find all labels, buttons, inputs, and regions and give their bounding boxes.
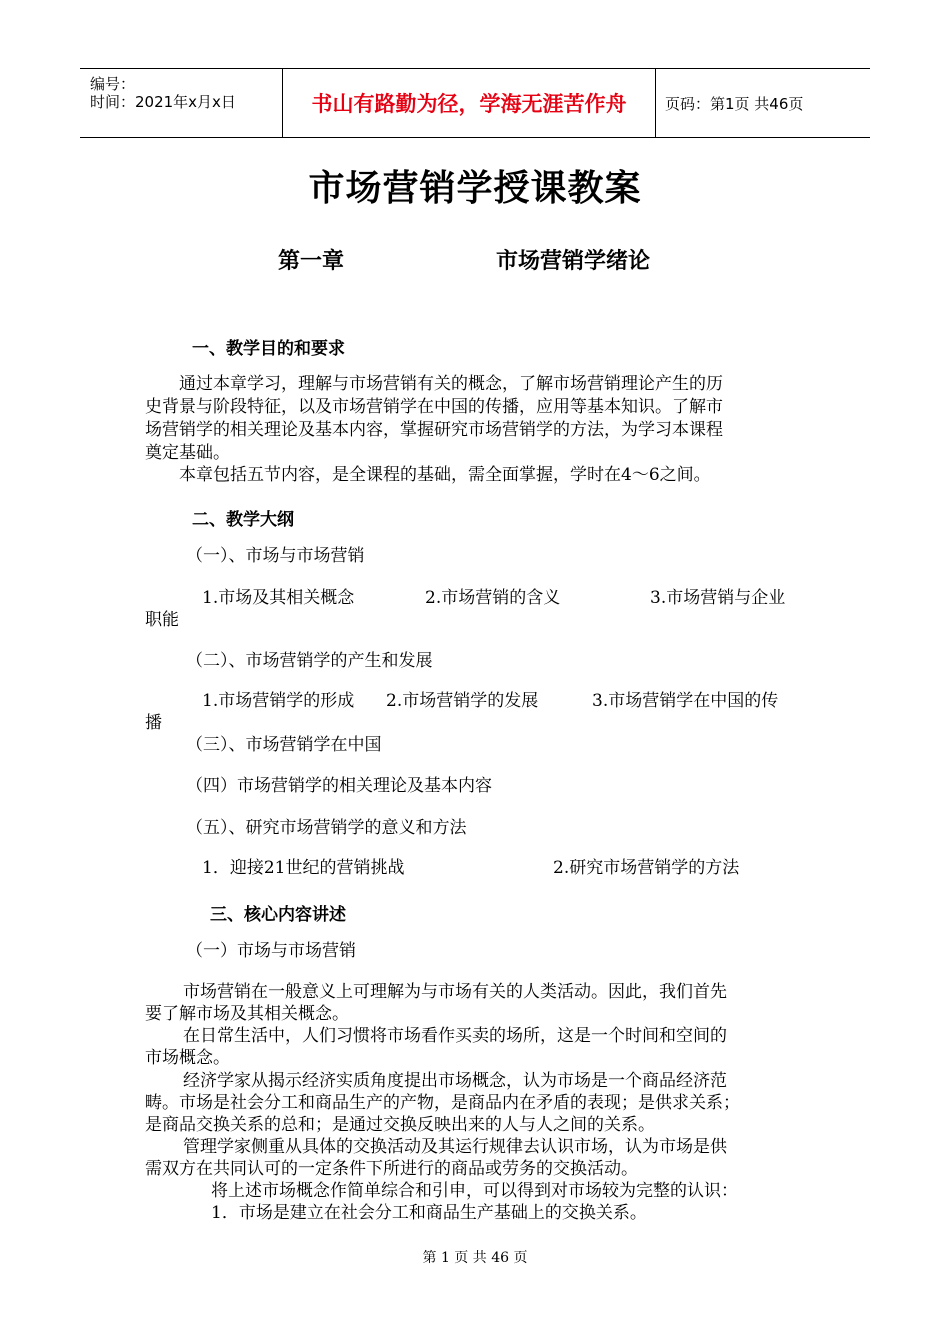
outline-item-2: （二）、市场营销学的产生和发展: [186, 651, 433, 671]
paragraph-line: 将上述市场概念作简单综合和引申，可以得到对市场较为完整的认识：: [211, 1181, 738, 1201]
outline-subitem: 3.市场营销与企业: [650, 588, 786, 608]
outline-subitem: 1.市场营销学的形成: [202, 691, 355, 711]
outline-subitem: 2.市场营销学的发展: [386, 691, 539, 711]
paragraph-line: 通过本章学习，理解与市场营销有关的概念，了解市场营销理论产生的历: [179, 374, 723, 394]
paragraph-line: 1．市场是建立在社会分工和商品生产基础上的交换关系。: [211, 1203, 647, 1223]
document-title: 市场营销学授课教案: [308, 168, 642, 209]
page-info-text: 页码：第1页 共46页: [665, 94, 804, 113]
page-footer: 第 1 页 共 46 页: [422, 1250, 528, 1266]
section-heading-2: 二、教学大纲: [192, 510, 294, 530]
paragraph-line: 管理学家侧重从具体的交换活动及其运行规律去认识市场，认为市场是供: [183, 1137, 727, 1157]
paragraph-line: 经济学家从揭示经济实质角度提出市场概念，认为市场是一个商品经济范: [183, 1071, 727, 1091]
section-heading-1: 一、教学目的和要求: [192, 339, 345, 359]
outline-subitem-continued: 播: [145, 713, 162, 733]
outline-subitem-continued: 职能: [145, 610, 179, 630]
paragraph-line: 史背景与阶段特征，以及市场营销学在中国的传播，应用等基本知识。了解市: [145, 397, 723, 417]
number-label: 编号：: [90, 75, 136, 93]
time-label: 时间：2021年x月x日: [90, 93, 236, 111]
paragraph-line: 场营销学的相关理论及基本内容，掌握研究市场营销学的方法，为学习本课程: [145, 420, 723, 440]
page-header: [80, 68, 870, 138]
outline-item-4: （四）市场营销学的相关理论及基本内容: [186, 776, 492, 796]
outline-subitem: 2.研究市场营销学的方法: [553, 858, 740, 878]
outline-item-5: （五）、研究市场营销学的意义和方法: [186, 818, 467, 838]
paragraph-line: 奠定基础。: [145, 443, 230, 463]
outline-subitem: 1.市场及其相关概念: [202, 588, 355, 608]
paragraph-line: 畴。市场是社会分工和商品生产的产物，是商品内在矛盾的表现；是供求关系；: [145, 1093, 740, 1113]
outline-subitem: 2.市场营销的含义: [425, 588, 561, 608]
outline-subitem: 1．迎接21世纪的营销挑战: [202, 858, 405, 878]
header-motto: 书山有路勤为径，学海无涯苦作舟: [282, 69, 656, 137]
paragraph-line: 是商品交换关系的总和；是通过交换反映出来的人与人之间的关系。: [145, 1115, 655, 1135]
subsection-heading: （一）市场与市场营销: [186, 941, 356, 961]
header-page-info: [655, 69, 870, 137]
chapter-number: 第一章: [278, 249, 345, 274]
header-meta: [80, 69, 282, 137]
paragraph-line: 本章包括五节内容，是全课程的基础，需全面掌握，学时在4～6之间。: [179, 465, 711, 485]
paragraph-line: 市场概念。: [145, 1048, 230, 1068]
paragraph-line: 在日常生活中，人们习惯将市场看作买卖的场所，这是一个时间和空间的: [183, 1026, 727, 1046]
outline-item-3: （三）、市场营销学在中国: [186, 735, 382, 755]
chapter-name: 市场营销学绪论: [496, 249, 651, 274]
paragraph-line: 要了解市场及其相关概念。: [145, 1004, 349, 1024]
outline-item-1: （一）、市场与市场营销: [186, 546, 365, 566]
section-heading-3: 三、核心内容讲述: [210, 905, 346, 925]
outline-subitem: 3.市场营销学在中国的传: [592, 691, 779, 711]
paragraph-line: 市场营销在一般意义上可理解为与市场有关的人类活动。因此，我们首先: [183, 982, 727, 1002]
paragraph-line: 需双方在共同认可的一定条件下所进行的商品或劳务的交换活动。: [145, 1159, 638, 1179]
